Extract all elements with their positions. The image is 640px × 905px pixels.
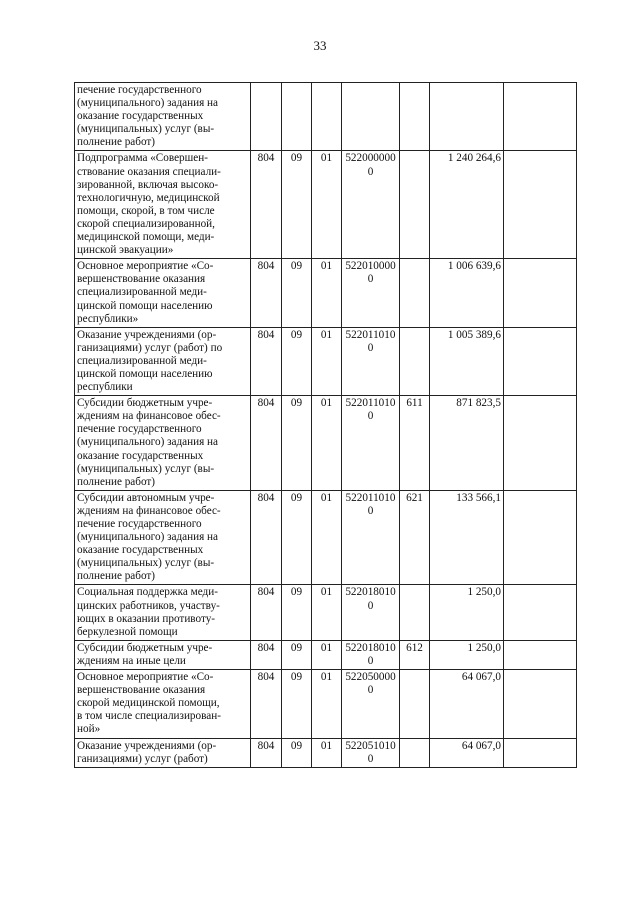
extra-column-cell (504, 738, 577, 767)
table-row (75, 259, 577, 327)
expense-type-cell (400, 670, 430, 738)
section-code-cell: 09 (282, 259, 312, 327)
expense-type-cell (400, 327, 430, 395)
subsection-code-cell: 01 (312, 396, 342, 491)
row-name-cell: Подпрограмма «Совершен- ствование оказания специали- зированной, включая высоко- технологичную, медицинской помощи, скорой, в том числе скорой специализированной, медицинской помощи, меди- цинской эвакуации» (75, 151, 251, 259)
target-article-cell: 5220110100 (342, 490, 400, 585)
table-row (75, 396, 577, 491)
page-number: 33 (313, 38, 327, 53)
subsection-code-cell: 01 (312, 327, 342, 395)
row-name-cell: Основное мероприятие «Со- вершенствование оказания скорой медицинской помощи, в том числе специализирован- ной» (75, 670, 251, 738)
row-name-cell: Оказание учреждениями (ор- ганизациями) услуг (работ) (75, 738, 251, 767)
row-name-cell: Субсидии бюджетным учре- ждениям на финансовое обес- печение государственного (муниципального) задания на оказание государственных (муниципальных) услуг (вы- полнение работ) (75, 396, 251, 491)
amount-cell: 1 240 264,6 (430, 151, 504, 259)
section-code-cell: 09 (282, 585, 312, 640)
target-article-cell: 5220110100 (342, 327, 400, 395)
amount-cell: 1 250,0 (430, 640, 504, 669)
expense-type-cell: 611 (400, 396, 430, 491)
table-row (75, 151, 577, 259)
amount-cell (430, 83, 504, 151)
extra-column-cell (504, 490, 577, 585)
expense-type-cell (400, 151, 430, 259)
subsection-code-cell: 01 (312, 640, 342, 669)
gr-code-cell: 804 (251, 738, 282, 767)
subsection-code-cell: 01 (312, 738, 342, 767)
gr-code-cell: 804 (251, 585, 282, 640)
table-row (75, 670, 577, 738)
section-code-cell: 09 (282, 151, 312, 259)
subsection-code-cell (312, 83, 342, 151)
subsection-code-cell: 01 (312, 151, 342, 259)
table-row (75, 83, 577, 151)
section-code-cell (282, 83, 312, 151)
row-name-cell: печение государственного (муниципального) задания на оказание государственных (муниципальных) услуг (вы- полнение работ) (75, 83, 251, 151)
target-article-cell: 5220510100 (342, 738, 400, 767)
expense-type-cell (400, 738, 430, 767)
row-name-cell: Социальная поддержка меди- цинских работников, участву- ющих в оказании противоту- беркулезной помощи (75, 585, 251, 640)
gr-code-cell: 804 (251, 396, 282, 491)
section-code-cell: 09 (282, 670, 312, 738)
target-article-cell: 5220110100 (342, 396, 400, 491)
target-article-cell: 5220180100 (342, 640, 400, 669)
target-article-cell (342, 83, 400, 151)
table-row (75, 738, 577, 767)
section-code-cell: 09 (282, 327, 312, 395)
section-code-cell: 09 (282, 396, 312, 491)
extra-column-cell (504, 670, 577, 738)
expense-type-cell: 612 (400, 640, 430, 669)
table-row (75, 640, 577, 669)
row-name-cell: Субсидии бюджетным учре- ждениям на иные цели (75, 640, 251, 669)
expense-type-cell (400, 585, 430, 640)
budget-table (74, 82, 577, 768)
amount-cell: 1 250,0 (430, 585, 504, 640)
gr-code-cell: 804 (251, 670, 282, 738)
section-code-cell: 09 (282, 640, 312, 669)
table-row (75, 490, 577, 585)
expense-type-cell (400, 259, 430, 327)
row-name-cell: Субсидии автономным учре- ждениям на финансовое обес- печение государственного (муниципального) задания на оказание государственных (муниципальных) услуг (вы- полнение работ) (75, 490, 251, 585)
gr-code-cell: 804 (251, 640, 282, 669)
expense-type-cell: 621 (400, 490, 430, 585)
subsection-code-cell: 01 (312, 585, 342, 640)
gr-code-cell (251, 83, 282, 151)
extra-column-cell (504, 396, 577, 491)
subsection-code-cell: 01 (312, 670, 342, 738)
target-article-cell: 5220000000 (342, 151, 400, 259)
gr-code-cell: 804 (251, 327, 282, 395)
table-row (75, 327, 577, 395)
amount-cell: 64 067,0 (430, 670, 504, 738)
amount-cell: 133 566,1 (430, 490, 504, 585)
extra-column-cell (504, 327, 577, 395)
extra-column-cell (504, 151, 577, 259)
gr-code-cell: 804 (251, 490, 282, 585)
table-row (75, 585, 577, 640)
amount-cell: 871 823,5 (430, 396, 504, 491)
subsection-code-cell: 01 (312, 490, 342, 585)
gr-code-cell: 804 (251, 151, 282, 259)
section-code-cell: 09 (282, 738, 312, 767)
row-name-cell: Основное мероприятие «Со- вершенствование оказания специализированной меди- цинской помощи населению республики» (75, 259, 251, 327)
target-article-cell: 5220100000 (342, 259, 400, 327)
section-code-cell: 09 (282, 490, 312, 585)
extra-column-cell (504, 83, 577, 151)
extra-column-cell (504, 259, 577, 327)
extra-column-cell (504, 640, 577, 669)
row-name-cell: Оказание учреждениями (ор- ганизациями) услуг (работ) по специализированной меди- цинской помощи населению республики (75, 327, 251, 395)
amount-cell: 64 067,0 (430, 738, 504, 767)
subsection-code-cell: 01 (312, 259, 342, 327)
gr-code-cell: 804 (251, 259, 282, 327)
expense-type-cell (400, 83, 430, 151)
amount-cell: 1 006 639,6 (430, 259, 504, 327)
extra-column-cell (504, 585, 577, 640)
target-article-cell: 5220180100 (342, 585, 400, 640)
target-article-cell: 5220500000 (342, 670, 400, 738)
amount-cell: 1 005 389,6 (430, 327, 504, 395)
